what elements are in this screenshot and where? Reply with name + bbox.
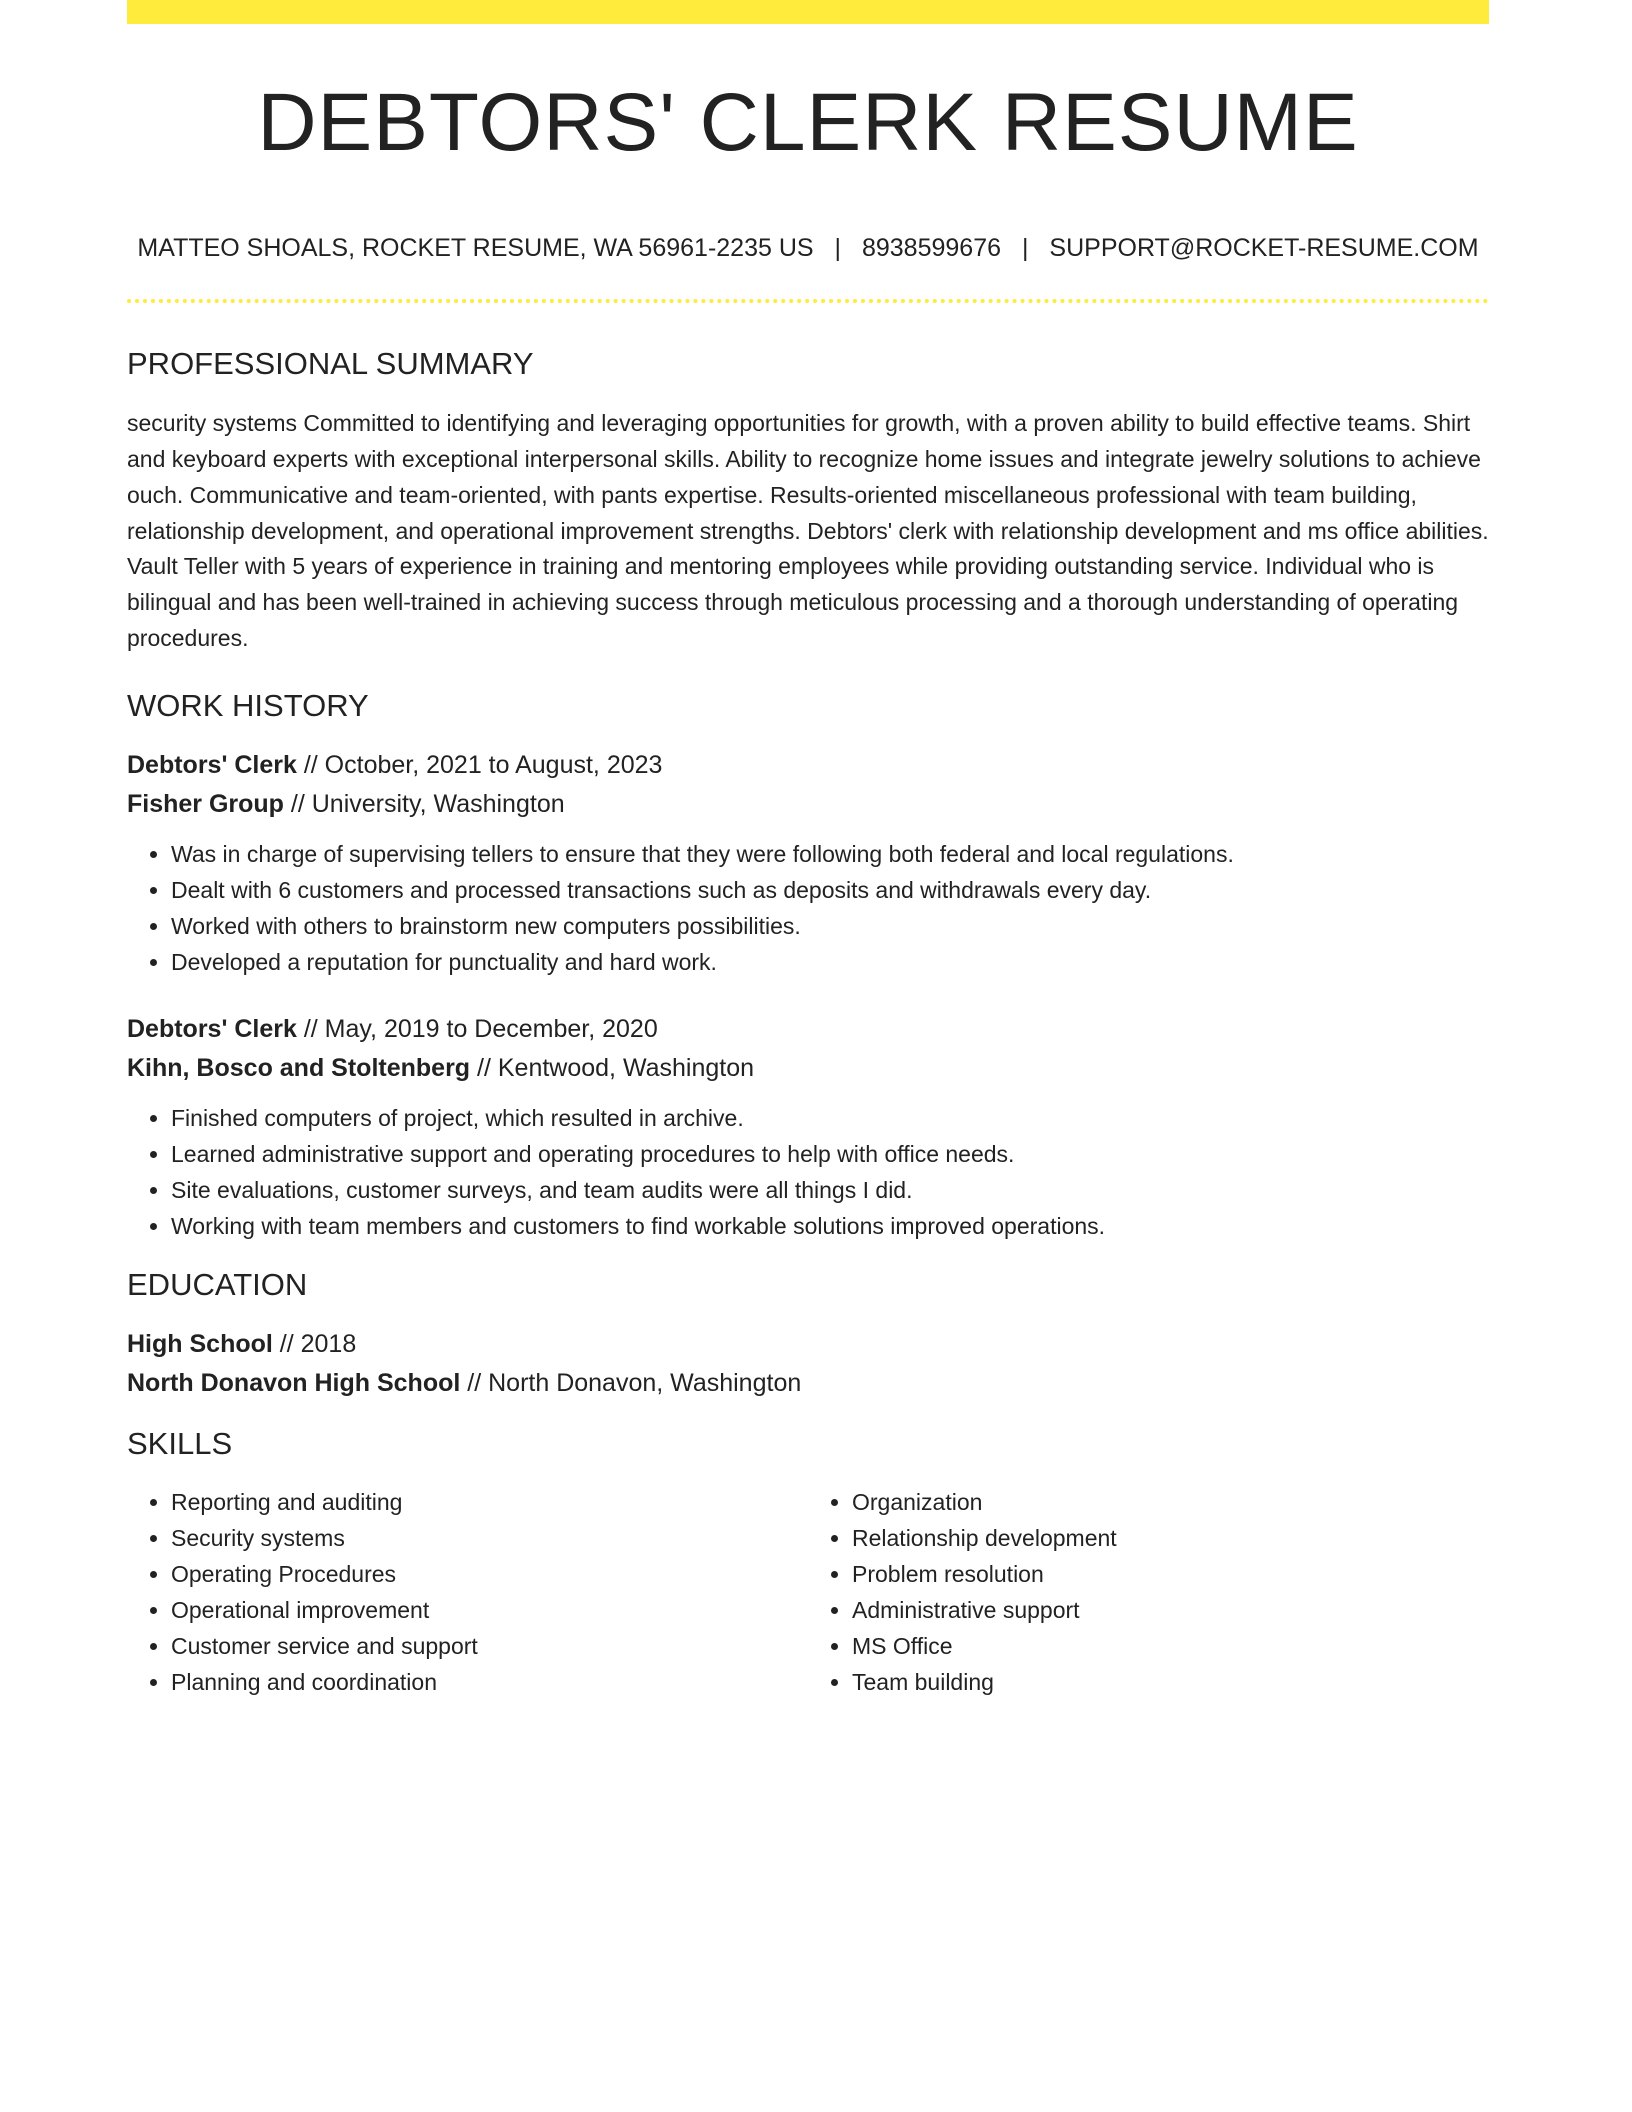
job-bullet: • Finished computers of project, which resulted in archive.	[171, 1100, 1489, 1136]
job-location: // Kentwood, Washington	[470, 1053, 755, 1082]
job-entry	[127, 1010, 1489, 1244]
summary-heading: PROFESSIONAL SUMMARY	[127, 346, 534, 381]
top-accent-bar	[127, 0, 1489, 24]
work-history-heading: WORK HISTORY	[127, 687, 369, 723]
contact-email: SUPPORT@ROCKET-RESUME.COM	[1049, 234, 1479, 262]
job-bullet: • Learned administrative support and operating procedures to help with office needs.	[171, 1136, 1489, 1172]
education-year: // 2018	[272, 1330, 357, 1359]
skill-item: • MS Office	[852, 1628, 1489, 1664]
education-school-line	[127, 1364, 1489, 1403]
job-bullet: • Developed a reputation for punctuality and hard work.	[171, 944, 1489, 980]
job-bullet: • Working with team members and customers to find workable solutions improved operations.	[171, 1208, 1489, 1244]
job-dates: // May, 2019 to December, 2020	[296, 1014, 658, 1043]
contact-separator: |	[1021, 234, 1029, 262]
contact-address: MATTEO SHOALS, ROCKET RESUME, WA 56961-2235 US	[137, 234, 814, 262]
skills-columns	[127, 1484, 1489, 1700]
education-location: // North Donavon, Washington	[460, 1369, 802, 1398]
job-bullet: • Site evaluations, customer surveys, and team audits were all things I did.	[171, 1172, 1489, 1208]
job-title: Debtors' Clerk	[127, 750, 297, 779]
skills-section	[127, 1425, 1489, 1700]
education-school: North Donavon High School	[127, 1369, 461, 1398]
job-title-line	[127, 746, 1489, 785]
education-degree: High School	[127, 1330, 273, 1359]
resume-title: DEBTORS' CLERK RESUME	[257, 77, 1359, 168]
dotted-divider	[127, 299, 1489, 303]
job-company: Kihn, Bosco and Stoltenberg	[127, 1053, 471, 1082]
contact-line	[127, 233, 1489, 263]
job-company-line	[127, 785, 1489, 824]
contact-phone: 8938599676	[861, 234, 1002, 262]
job-company: Fisher Group	[127, 789, 284, 818]
job-bullet: • Was in charge of supervising tellers to ensure that they were following both federal and local regulations.	[171, 836, 1489, 872]
job-bullets	[127, 1100, 1489, 1244]
education-section	[127, 1266, 1489, 1403]
job-bullets	[127, 836, 1489, 980]
skills-list-left	[127, 1484, 808, 1700]
education-heading: EDUCATION	[127, 1266, 308, 1302]
skill-item: • Operating Procedures	[171, 1556, 808, 1592]
skill-item: • Planning and coordination	[171, 1664, 808, 1700]
job-bullet: • Dealt with 6 customers and processed transactions such as deposits and withdrawals every day.	[171, 872, 1489, 908]
skill-item: • Team building	[852, 1664, 1489, 1700]
skill-item: • Operational improvement	[171, 1592, 808, 1628]
skill-item: • Customer service and support	[171, 1628, 808, 1664]
job-title: Debtors' Clerk	[127, 1014, 297, 1043]
resume-page	[127, 0, 1489, 1700]
skill-item: • Relationship development	[852, 1520, 1489, 1556]
contact-separator: |	[834, 234, 842, 262]
skill-item: • Organization	[852, 1484, 1489, 1520]
summary-text: security systems Committed to identifying and leveraging opportunities for growth, with a proven ability to build effective teams. Shirt and keyboard experts with exceptional interpersonal skills. Ability to recognize home issues and integrate jewelry solutions to achieve ouch. Communicative and team-oriented, with pants expertise. Results-oriented miscellaneous professional with team building, relationship development, and operational improvement strengths. Debtors' clerk with relationship development and ms office abilities. Vault Teller with 5 years of experience in training and mentoring employees while providing outstanding service. Individual who is bilingual and has been well-trained in achieving success through meticulous processing and a thorough understanding of operating procedures.	[127, 410, 1489, 651]
job-bullet: • Worked with others to brainstorm new computers possibilities.	[171, 908, 1489, 944]
job-location: // University, Washington	[283, 789, 565, 818]
job-company-line	[127, 1049, 1489, 1088]
education-degree-line	[127, 1325, 1489, 1364]
work-history-section	[127, 687, 1489, 1244]
job-title-line	[127, 1010, 1489, 1049]
job-dates: // October, 2021 to August, 2023	[296, 750, 663, 779]
summary-section	[127, 345, 1489, 657]
skill-item: • Problem resolution	[852, 1556, 1489, 1592]
skills-heading: SKILLS	[127, 1426, 233, 1462]
job-entry	[127, 746, 1489, 980]
skill-item: • Reporting and auditing	[171, 1484, 808, 1520]
skill-item: • Security systems	[171, 1520, 808, 1556]
skill-item: • Administrative support	[852, 1592, 1489, 1628]
skills-list-right	[808, 1484, 1489, 1700]
